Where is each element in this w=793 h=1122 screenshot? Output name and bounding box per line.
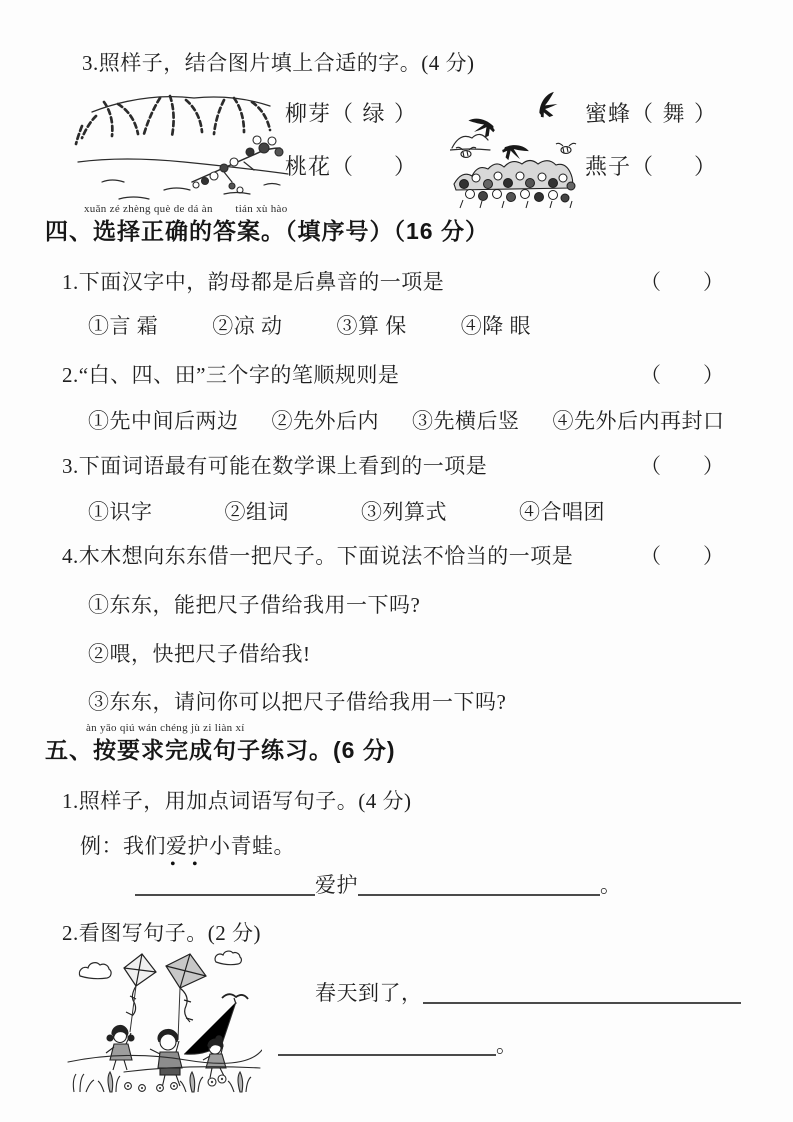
- s4-q1-options: [88, 313, 531, 339]
- option[interactable]: ④合唱团: [519, 500, 605, 524]
- answer-blank[interactable]: [358, 872, 600, 896]
- fill-word: 柳芽: [285, 101, 332, 126]
- fill-item-yanzi: [585, 153, 717, 181]
- paren-close: ）: [694, 154, 718, 179]
- paren-close: ）: [394, 154, 418, 179]
- paren-open: （: [631, 154, 655, 179]
- option[interactable]: ②组词: [224, 500, 289, 524]
- s4-q1-paren-close: ）: [703, 270, 725, 294]
- paren-close: ）: [394, 101, 418, 126]
- fill-word: 爱护: [315, 873, 358, 897]
- option[interactable]: ③先横后竖: [412, 409, 520, 433]
- s5-q2-answer-line-1: [315, 980, 741, 1006]
- question3-title: 3.照样子，结合图片填上合适的字。(4 分): [82, 51, 475, 75]
- paren-open: （: [331, 101, 355, 126]
- fill-answer[interactable]: 舞: [662, 101, 686, 126]
- s4-q3-paren-open: （: [640, 454, 662, 478]
- example-post: 小青蛙。: [209, 834, 295, 858]
- fill-answer[interactable]: 绿: [362, 101, 386, 126]
- swallows-flowers-illustration: [450, 86, 582, 210]
- example-label: 例：: [80, 834, 123, 858]
- s5-q1-answer-line: [135, 872, 622, 898]
- willow-pond-illustration: [74, 86, 292, 210]
- s4-q4-paren-open: （: [640, 544, 662, 568]
- s4-q3-options: [88, 499, 605, 525]
- s4-q3-stem: 3.下面词语最有可能在数学课上看到的一项是: [62, 454, 488, 478]
- s4-q2-paren-open: （: [640, 363, 662, 387]
- fill-word: 桃花: [285, 154, 332, 179]
- section4-title: 四、选择正确的答案。（填序号）（16 分）: [45, 218, 489, 244]
- s5-q2-title: 2.看图写句子。(2 分): [62, 921, 261, 945]
- paren-open: （: [331, 154, 355, 179]
- option[interactable]: ④先外后内再封口: [552, 409, 725, 433]
- section5-pinyin: àn yāo qiú wán chéng jù zi liàn xí: [86, 722, 245, 734]
- paren-close: ）: [694, 101, 718, 126]
- s5-q2-answer-line-2: [278, 1032, 518, 1058]
- answer-blank[interactable]: [135, 872, 315, 896]
- option[interactable]: ③算 保: [336, 314, 407, 338]
- s4-q3-paren-close: ）: [703, 454, 725, 478]
- fill-item-mifeng: [585, 100, 717, 128]
- s4-q2-options: [88, 408, 725, 434]
- period: 。: [496, 1033, 518, 1057]
- option[interactable]: ④降 眼: [460, 314, 531, 338]
- example-emphasized-word: 爱护 • •: [166, 834, 209, 873]
- s4-q4-stem: 4.木木想向东东借一把尺子。下面说法不恰当的一项是: [62, 544, 574, 568]
- s4-q4-option-2[interactable]: ②喂，快把尺子借给我!: [88, 642, 311, 666]
- s4-q4-option-3[interactable]: ③东东，请问你可以把尺子借给我用一下吗?: [88, 690, 507, 714]
- kite-flying-illustration: [66, 946, 262, 1096]
- s4-q4-paren-close: ）: [703, 544, 725, 568]
- option[interactable]: ②凉 动: [212, 314, 283, 338]
- option[interactable]: ①识字: [88, 500, 153, 524]
- fill-item-liuya: [285, 100, 417, 128]
- example-pre: 我们: [123, 834, 166, 858]
- paren-open: （: [631, 101, 655, 126]
- option[interactable]: ②先外后内: [271, 409, 379, 433]
- option[interactable]: ①先中间后两边: [88, 409, 239, 433]
- section4-pinyin: xuǎn zé zhèng què de dá àn tián xù hào: [84, 203, 288, 215]
- answer-blank[interactable]: [278, 1032, 496, 1056]
- s4-q1-stem: 1.下面汉字中，韵母都是后鼻音的一项是: [62, 270, 445, 294]
- option[interactable]: ③列算式: [361, 500, 447, 524]
- s4-q2-stem: 2.“白、四、田”三个字的笔顺规则是: [62, 363, 400, 387]
- s4-q4-option-1[interactable]: ①东东，能把尺子借给我用一下吗?: [88, 593, 421, 617]
- emphasis-dot: •: [192, 856, 199, 873]
- emphasis-dot: •: [170, 856, 177, 873]
- s4-q2-paren-close: ）: [703, 363, 725, 387]
- s5-q1-example: [80, 833, 295, 873]
- fill-item-taohua: [285, 153, 417, 181]
- fill-word: 蜜蜂: [585, 101, 632, 126]
- s5-q1-title: 1.照样子，用加点词语写句子。(4 分): [62, 789, 412, 813]
- period: 。: [600, 873, 622, 897]
- option[interactable]: ①言 霜: [88, 314, 159, 338]
- section5-title: 五、按要求完成句子练习。(6 分): [45, 737, 396, 763]
- prompt: 春天到了，: [315, 981, 423, 1005]
- fill-word: 燕子: [585, 154, 632, 179]
- s4-q1-paren-open: （: [640, 270, 662, 294]
- answer-blank[interactable]: [423, 980, 741, 1004]
